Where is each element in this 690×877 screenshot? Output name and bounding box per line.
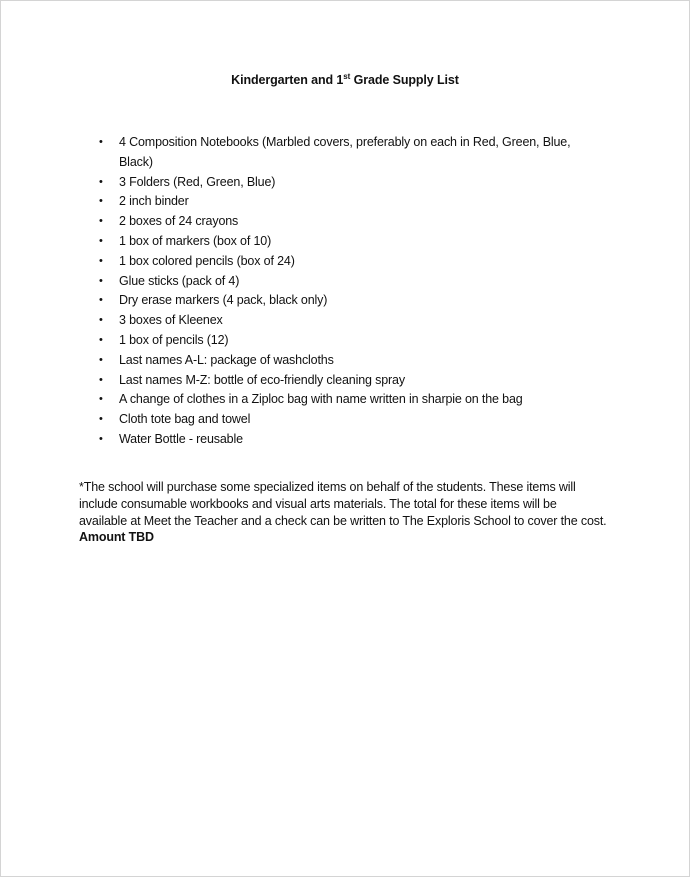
list-item [97,173,597,193]
bullet-icon: • [99,215,103,228]
list-item-text: 3 boxes of Kleenex [119,313,223,328]
list-item [97,133,597,173]
list-item-text: 2 inch binder [119,194,189,209]
page-title [1,73,689,87]
list-item-text: Dry erase markers (4 pack, black only) [119,293,328,308]
list-item [97,272,597,292]
list-item [97,371,597,391]
note-text: *The school will purchase some specialized items on behalf of the students. These items will include consumable workbooks and visual arts materials. The total for these items will be available at Meet the Teacher and a check can be written to The Exploris School to cover the cost. [79,480,607,528]
supply-list [97,133,597,450]
title-prefix: Kindergarten and 1 [231,73,344,87]
list-item-text: 1 box of markers (box of 10) [119,233,272,248]
list-item [97,410,597,430]
bullet-icon: • [99,234,103,247]
bullet-icon: • [99,195,103,208]
list-item-text: Cloth tote bag and towel [119,412,251,427]
purchase-note [79,479,607,546]
bullet-icon: • [99,175,103,188]
list-item [97,291,597,311]
list-item-text: Last names M-Z: bottle of eco-friendly cleaning spray [119,372,405,387]
list-item-text: Water Bottle - reusable [119,431,243,446]
list-item [97,212,597,232]
list-item [97,311,597,331]
title-suffix: Grade Supply List [350,73,459,87]
list-item-text: Glue sticks (pack of 4) [119,273,240,288]
title-superscript: st [343,72,351,81]
list-item [97,430,597,450]
list-item-text: 4 Composition Notebooks (Marbled covers, preferably on each in Red, Green, Blue, Black) [119,135,571,169]
list-item-text: 1 box of pencils (12) [119,332,229,347]
bullet-icon: • [99,333,103,346]
list-item [97,252,597,272]
bullet-icon: • [99,413,103,426]
amount-tbd: Amount TBD [79,530,154,545]
list-item [97,390,597,410]
bullet-icon: • [99,373,103,386]
list-item [97,232,597,252]
list-item [97,192,597,212]
bullet-icon: • [99,136,103,148]
list-item [97,331,597,351]
list-item-text: 1 box colored pencils (box of 24) [119,253,295,268]
bullet-icon: • [99,254,103,267]
bullet-icon: • [99,393,103,406]
list-item-text: Last names A-L: package of washcloths [119,352,334,367]
bullet-icon: • [99,353,103,366]
bullet-icon: • [99,294,103,307]
list-item-text: 3 Folders (Red, Green, Blue) [119,174,276,189]
list-item [97,351,597,371]
list-item-text: A change of clothes in a Ziploc bag with name written in sharpie on the bag [119,392,523,407]
bullet-icon: • [99,432,103,445]
list-item-text: 2 boxes of 24 crayons [119,214,239,229]
bullet-icon: • [99,314,103,327]
bullet-icon: • [99,274,103,287]
